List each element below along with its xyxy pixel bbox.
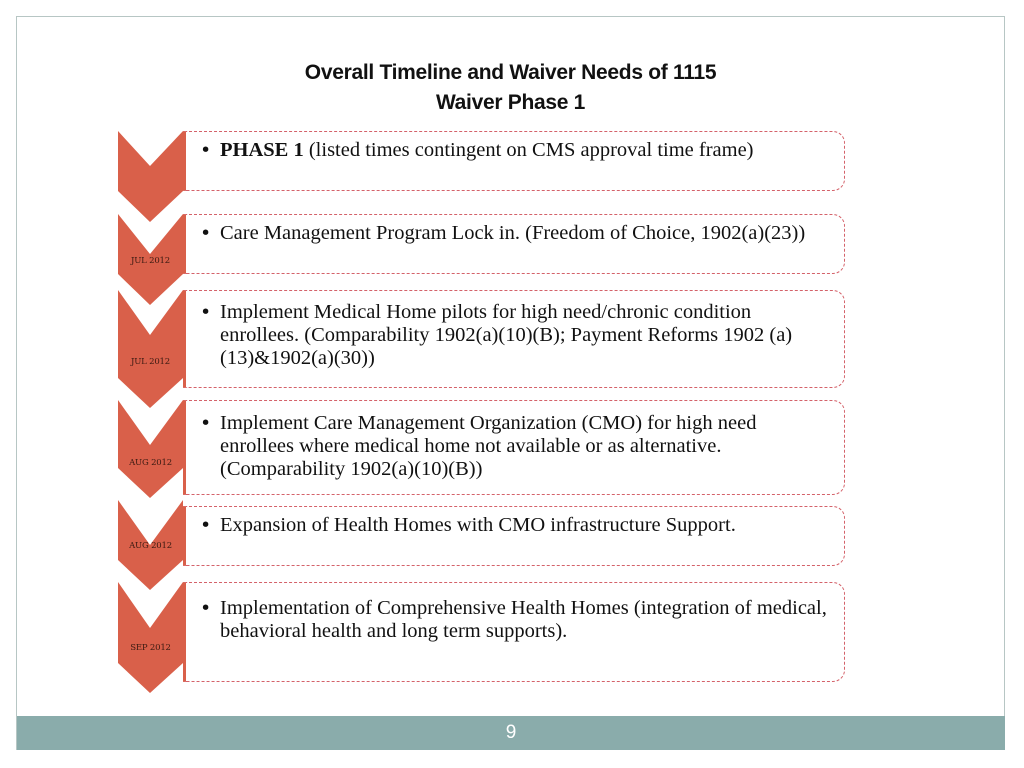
slide-title-line-1: Overall Timeline and Waiver Needs of 1115	[304, 61, 717, 84]
chevron-down-icon	[118, 131, 183, 222]
timeline-item-text: PHASE 1 (listed times contingent on CMS approval time frame)	[220, 139, 754, 161]
bullet-icon: •	[200, 514, 212, 536]
timeline-item-text: Implementation of Comprehensive Health Homes (integration of medical, behavioral health and long term supports).	[220, 597, 827, 642]
bullet-icon: •	[200, 301, 212, 323]
slide-title-line-2: Waiver Phase 1	[435, 91, 586, 114]
timeline-item-cmo	[183, 400, 845, 495]
bullet-icon: •	[200, 412, 212, 434]
timeline-item-bold-prefix: PHASE 1	[220, 139, 304, 161]
page-number: 9	[505, 722, 517, 743]
chevron-down-icon	[118, 290, 183, 408]
timeline-item-text: Expansion of Health Homes with CMO infrastructure Support.	[220, 514, 736, 536]
timeline-date-6: SEP 2012	[130, 643, 171, 653]
timeline-item-text: Care Management Program Lock in. (Freedom of Choice, 1902(a)(23))	[220, 222, 806, 244]
timeline-date-4: AUG 2012	[129, 458, 172, 468]
chevron-down-icon	[118, 400, 183, 498]
timeline-item-comprehensive-health-homes	[183, 582, 845, 682]
timeline-item-lock-in	[183, 214, 845, 274]
timeline-item-phase-1	[183, 131, 845, 191]
bullet-icon: •	[200, 597, 212, 619]
footer-bar	[17, 716, 1005, 750]
timeline-date-5: AUG 2012	[129, 541, 172, 551]
timeline-item-medical-home-pilots	[183, 290, 845, 388]
bullet-icon: •	[200, 139, 212, 161]
bullet-icon: •	[200, 222, 212, 244]
timeline-item-health-homes-expansion	[183, 506, 845, 566]
timeline-date-3: JUL 2012	[131, 357, 170, 367]
timeline-item-text: Implement Care Management Organization (CMO) for high need enrollees where medical home not available or as alternative. (Comparability 1902(a)(10)(B))	[220, 412, 757, 480]
timeline-item-text: Implement Medical Home pilots for high need/chronic condition enrollees. (Comparability 1902(a)(10)(B); Payment Reforms 1902 (a)(13)&1902(a)(30))	[220, 301, 793, 369]
timeline-date-2: JUL 2012	[131, 256, 170, 266]
chevron-down-icon	[118, 582, 183, 693]
